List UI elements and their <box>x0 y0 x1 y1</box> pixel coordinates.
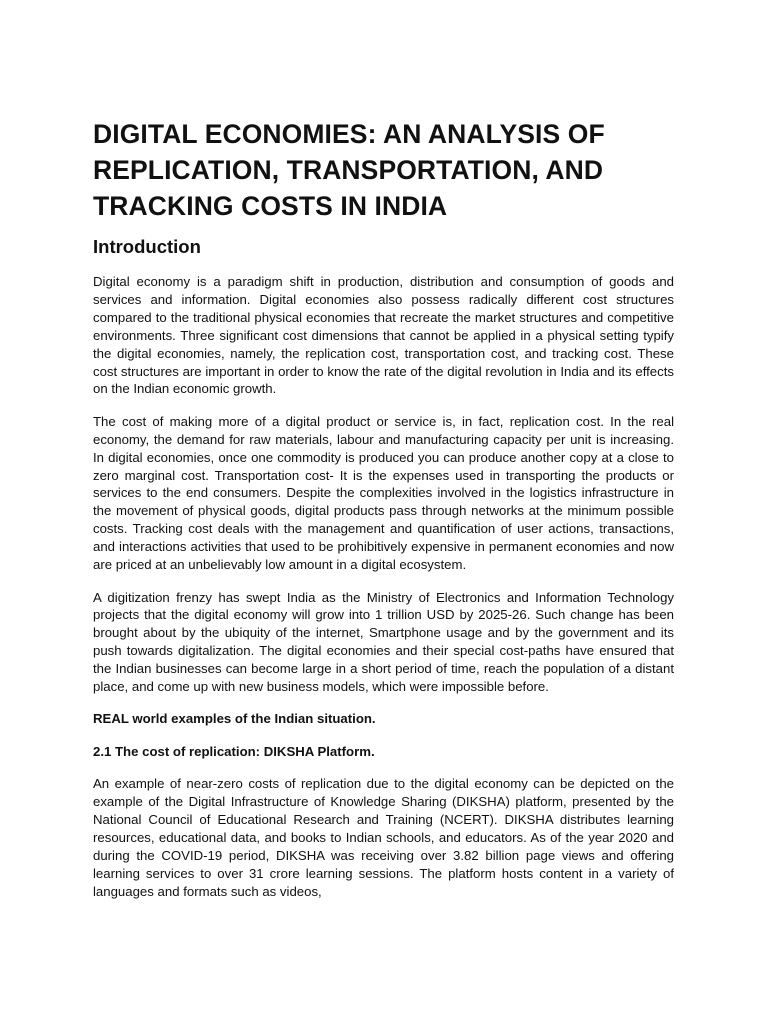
subheading-replication-cost: 2.1 The cost of replication: DIKSHA Platform. <box>93 743 375 759</box>
paragraph-intro-2: The cost of making more of a digital product or service is, in fact, replication cost. In the real economy, the demand for raw materials, labour and manufacturing capacity per unit is increasing. In digital economies, once one commodity is produced you can produce another copy at a close to zero marginal cost. Transportation cost- It is the expenses used in transporting the products or services to the end consumers. Despite the complexities involved in the logistics infrastructure in the movement of physical goods, digital products pass through networks at the minimum possible costs. Tracking cost deals with the management and quantification of user actions, transactions, and interactions activities that used to be prohibitively expensive in permanent economies and now are priced at an unbelievably low amount in a digital ecosystem. <box>93 413 674 573</box>
section-heading-introduction: Introduction <box>93 236 201 257</box>
subheading-real-world-examples: REAL world examples of the Indian situation. <box>93 711 376 727</box>
paragraph-intro-1: Digital economy is a paradigm shift in production, distribution and consumption of goods and services and information. Digital economies also possess radically different cost structures compared to the traditional physical economies that recreate the market structures and competitive environments. Three significant cost dimensions that cannot be applied in a physical setting typify the digital economies, namely, the replication cost, transportation cost, and tracking cost. These cost structures are important in order to know the rate of the digital revolution in India and its effects on the Indian economic growth. <box>93 274 674 397</box>
paragraph-diksha: An example of near-zero costs of replication due to the digital economy can be depicted on the example of the Digital Infrastructure of Knowledge Sharing (DIKSHA) platform, presented by the National Council of Educational Research and Training (NCERT). DIKSHA distributes learning resources, educational data, and books to Indian schools, and educators. As of the year 2020 and during the COVID-19 period, DIKSHA was receiving over 3.82 billion page views and offering learning services to over 31 crore learning sessions. The platform hosts content in a variety of languages and formats such as videos, <box>93 776 674 899</box>
paragraph-intro-3: A digitization frenzy has swept India as the Ministry of Electronics and Information Technology projects that the digital economy will grow into 1 trillion USD by 2025-26. Such change has been brought about by the ubiquity of the internet, Smartphone usage and by the government and its push towards digitalization. The digital economies and their special cost-paths have ensured that the Indian businesses can become large in a short period of time, reach the population of a distant place, and come up with new business models, which were impossible before. <box>93 589 674 695</box>
document-page <box>93 116 674 915</box>
document-title: DIGITAL ECONOMIES: AN ANALYSIS OF REPLICATION, TRANSPORTATION, AND TRACKING COSTS IN INDIA <box>93 119 605 221</box>
